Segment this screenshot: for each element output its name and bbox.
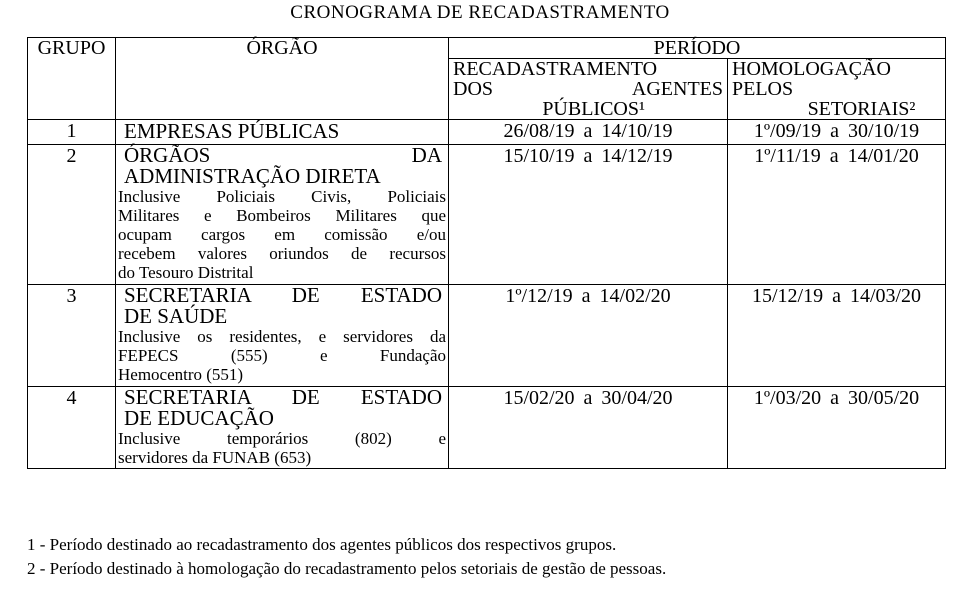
group-number: 1 [28,120,116,145]
table-row [28,285,946,387]
header-recad-line1: RECADASTRAMENTO [453,58,658,80]
organ-description [116,429,448,467]
footnote-1: 1 - Período destinado ao recadastramento dos agentes públicos dos respectivos grupos. [27,535,617,554]
footnotes [27,533,666,581]
header-homol-line1: HOMOLOGAÇÃO [732,58,891,80]
homol-period: 1º/09/19 a 30/10/19 [728,120,946,145]
description-line: Inclusive temporários (802) e [118,429,446,448]
organ-title-line: DE EDUCAÇÃO [124,406,274,430]
header-periodo: PERÍODO [449,38,946,59]
group-number: 2 [28,145,116,285]
description-line: FEPECS (555) e Fundação [118,346,446,365]
recad-period: 15/10/19 a 14/12/19 [449,145,728,285]
homol-period: 15/12/19 a 14/03/20 [728,285,946,387]
recad-period: 1º/12/19 a 14/02/20 [449,285,728,387]
organ-title-line: EMPRESAS PÚBLICAS [124,119,340,143]
table-row [28,145,946,285]
header-homol-line3: SETORIAIS² [807,98,916,120]
header-recad-dos: DOS [453,78,494,100]
description-line: Inclusive os residentes, e servidores da [118,327,446,346]
table-row [28,387,946,469]
organ-description [116,187,448,282]
organ-cell [116,387,449,469]
description-line: servidores da FUNAB (653) [118,448,312,467]
header-recadastramento [449,59,728,120]
header-row-1 [28,38,946,59]
footnote-2: 2 - Período destinado à homologação do recadastramento pelos setoriais de gestão de pessoas. [27,559,667,578]
recad-period: 26/08/19 a 14/10/19 [449,120,728,145]
recad-period: 15/02/20 a 30/04/20 [449,387,728,469]
description-line: Hemocentro (551) [118,365,244,384]
organ-cell [116,285,449,387]
organ-title-line: SECRETARIA DE ESTADO [124,385,442,409]
header-orgao: ÓRGÃO [116,38,449,120]
organ-description [116,327,448,384]
header-recad-line2 [453,79,723,99]
group-number: 3 [28,285,116,387]
table-row [28,120,946,145]
organ-title-line: SECRETARIA DE ESTADO [124,283,442,307]
header-recad-line3: PÚBLICOS¹ [542,98,645,120]
organ-title-line: DE SAÚDE [124,304,228,328]
header-grupo: GRUPO [28,38,116,120]
document-title: CRONOGRAMA DE RECADASTRAMENTO [290,2,670,23]
header-homol-line2: PELOS [732,78,794,100]
description-line: Militares e Bombeiros Militares que [118,206,446,225]
organ-cell [116,120,449,145]
homol-period: 1º/11/19 a 14/01/20 [728,145,946,285]
schedule-table [27,37,946,469]
organ-cell [116,145,449,285]
organ-title-line: ADMINISTRAÇÃO DIRETA [124,164,381,188]
header-recad-agentes: AGENTES [631,78,723,100]
group-number: 4 [28,387,116,469]
header-homologacao [728,59,946,120]
description-line: recebem valores oriundos de recursos [118,244,446,263]
description-line: Inclusive Policiais Civis, Policiais [118,187,446,206]
description-line: ocupam cargos em comissão e/ou [118,225,446,244]
organ-title-line: ÓRGÃOS DA [124,143,442,167]
description-line: do Tesouro Distrital [118,263,254,282]
homol-period: 1º/03/20 a 30/05/20 [728,387,946,469]
